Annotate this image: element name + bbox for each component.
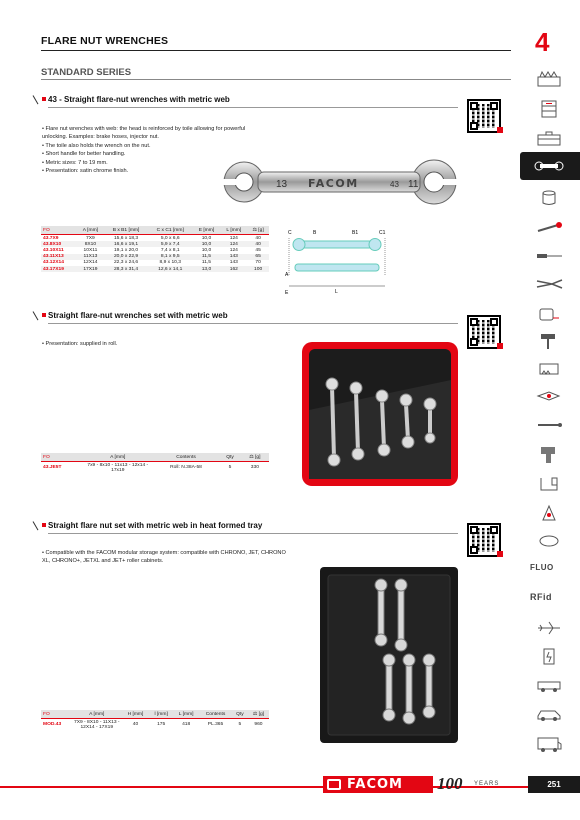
weight-icon: ⚖	[249, 455, 254, 460]
spec-table-2	[41, 453, 269, 473]
table-header: Qty	[219, 453, 241, 462]
wrench-roll-image	[300, 340, 460, 488]
section-1-divider	[48, 107, 458, 108]
clamp-icon[interactable]	[532, 473, 566, 495]
table-cell: 7x9 - 8x10 - 11x13 - 12x14 - 17x19	[87, 462, 149, 473]
punch-icon[interactable]	[532, 414, 566, 436]
table-cell: 960	[254, 722, 263, 728]
page-number: 251	[528, 776, 580, 793]
table-cell: 7X9	[86, 235, 95, 241]
table-cell: 8,9 x 10,3	[159, 260, 181, 266]
saw-icon[interactable]	[532, 358, 566, 380]
dim-label-l: L	[335, 289, 338, 295]
dim-label-b: B	[313, 230, 317, 236]
table-row	[41, 462, 269, 474]
table-header: ⚖ [g]	[247, 226, 269, 235]
table-header: ⚖ [g]	[248, 710, 269, 719]
section-3-title: Straight flare nut set with metric web in heat formed tray	[48, 521, 263, 530]
section-2-divider	[48, 323, 458, 324]
table-cell: 70	[255, 260, 261, 266]
table-header: Contents	[153, 453, 219, 462]
electric-icon[interactable]	[532, 645, 566, 667]
table-header: Qty	[232, 710, 248, 719]
pliers-icon[interactable]	[532, 273, 566, 295]
qr-code-2[interactable]	[467, 315, 501, 349]
qr-arrow-icon	[497, 127, 503, 133]
table-header: H [mm]	[122, 710, 149, 719]
table-header: l [mm]	[149, 710, 173, 719]
toolbox-set-icon[interactable]	[532, 68, 566, 90]
table-cell: 16,6 x 19,1	[104, 241, 148, 247]
table-cell: 11X13	[77, 254, 104, 260]
table-cell: 330	[250, 465, 259, 471]
table-cell: 124	[229, 235, 238, 241]
sparks-icon[interactable]	[532, 502, 566, 524]
qr-arrow-icon	[497, 551, 503, 557]
section-2-bullets	[42, 340, 262, 348]
table-cell: 10,0	[193, 241, 221, 247]
table-cell: 124	[220, 241, 247, 247]
table-header: A [mm]	[77, 226, 104, 235]
bullet: • Flare nut wrenches with web: the head is reinforced by toile allowing for powerful unlocking. Examples: brake hoses, injector nut.	[42, 125, 257, 142]
bullet: • Presentation: supplied in roll.	[42, 340, 262, 348]
table-cell: 124	[229, 247, 238, 253]
table-cell: 5,0 x 6,6	[160, 235, 180, 241]
chapter-number: 4	[535, 27, 550, 57]
brand-logo-icon: FO	[41, 710, 72, 719]
power-drill-icon[interactable]	[532, 443, 566, 465]
bullet: • The toile also holds the wrench on the nut.	[42, 142, 257, 150]
table-cell: 418	[182, 722, 191, 728]
facom-emblem-icon	[327, 779, 341, 790]
dim-label-e: E	[285, 290, 289, 296]
table-cell: 12,6 x 14,1	[148, 266, 193, 272]
socket-icon[interactable]	[532, 187, 566, 209]
qr-code-1[interactable]	[467, 99, 501, 133]
reference-cell: 43.JE5T	[43, 465, 62, 471]
cutter-icon[interactable]	[532, 385, 566, 407]
table-cell: 5	[228, 465, 232, 471]
table-row	[41, 235, 269, 242]
facom-logo	[323, 776, 433, 793]
weight-icon: ⚖	[252, 712, 258, 717]
wrench-icon[interactable]	[532, 155, 566, 177]
flare-nut-wrench-image	[220, 155, 460, 210]
table-cell: 10,0	[201, 235, 212, 241]
rfid-label[interactable]: RFid	[530, 592, 552, 602]
fluo-label[interactable]: FLUO	[530, 563, 554, 572]
table-cell: Roll: N.38A-58	[170, 465, 202, 471]
table-cell: 22,3 x 24,6	[113, 260, 139, 266]
page-title: FLARE NUT WRENCHES	[41, 35, 169, 47]
reference-cell: 43.12X14	[43, 260, 64, 266]
bullet: • Short handle for better handling.	[42, 150, 257, 158]
section-3-divider	[48, 533, 458, 534]
weight-icon: ⚖	[252, 228, 257, 233]
heavy-vehicle-icon[interactable]	[532, 675, 566, 697]
table-header: C x C1 [mm]	[148, 226, 193, 235]
footer-years: YEARS	[474, 781, 500, 787]
section-2-title: Straight flare-nut wrenches set with metric web	[48, 311, 228, 320]
qr-code-3[interactable]	[467, 523, 501, 557]
section-1-title: 43 - Straight flare-nut wrenches with metric web	[48, 95, 230, 104]
table-cell: 100	[247, 266, 269, 272]
table-cell: 175	[157, 722, 166, 728]
brand-logo-icon: FO	[41, 226, 77, 235]
screwdriver-icon[interactable]	[532, 245, 566, 267]
dim-label-b1: B1	[352, 230, 359, 236]
table-cell: 12X14	[83, 260, 98, 266]
table-cell: 10X11	[83, 247, 98, 253]
section-3-bullets	[42, 549, 287, 566]
wire-icon[interactable]	[532, 530, 566, 552]
bullet: • Presentation: satin chrome finish.	[42, 167, 257, 175]
table-cell: 17X19	[77, 266, 104, 272]
footer-brand: FACOM	[347, 777, 403, 792]
table-cell: 5	[238, 722, 242, 728]
table-cell: 8,1 x 9,5	[148, 254, 193, 260]
wrench-model: 43	[390, 180, 399, 189]
dimension-diagram	[283, 226, 393, 296]
wrench-right-mark: 11	[408, 179, 419, 190]
wrench-brand: FACOM	[308, 177, 359, 190]
table-cell: 13,0	[193, 266, 221, 272]
reference-cell: 43.11X13	[41, 254, 77, 260]
dim-label-c1: C1	[379, 230, 386, 236]
table-header: L [mm]	[173, 710, 199, 719]
dim-label-a: A	[285, 272, 289, 278]
table-cell: 11,5	[201, 260, 212, 266]
anniversary-100-icon: 100	[437, 774, 463, 793]
heat-formed-tray-image	[318, 565, 460, 745]
reference-cell: 43.10X11	[43, 247, 64, 253]
aircraft-icon[interactable]	[532, 617, 566, 639]
tool-box-icon[interactable]	[532, 128, 566, 150]
table-cell: 20,0 x 22,9	[104, 254, 148, 260]
series-title: STANDARD SERIES	[41, 67, 132, 78]
bullet: • Metric sizes: 7 to 19 mm.	[42, 159, 257, 167]
qr-arrow-icon	[497, 343, 503, 349]
table-cell: 5,9 x 7,4	[148, 241, 193, 247]
car-icon[interactable]	[532, 703, 566, 725]
table-cell: 40	[132, 722, 139, 728]
table-header: Contents	[199, 710, 232, 719]
wrench-left-mark: 13	[276, 179, 288, 190]
table-cell: 8X10	[77, 241, 104, 247]
brand-logo-icon: FO	[41, 453, 83, 462]
table-header: E [mm]	[193, 226, 221, 235]
table-header: A [mm]	[72, 710, 122, 719]
table-cell: 19,1 x 20,0	[113, 247, 139, 253]
reference-cell: 43.8X10	[41, 241, 77, 247]
table-cell: 162	[220, 266, 247, 272]
ratchet-icon[interactable]	[532, 217, 566, 239]
bullet: • Compatible with the FACOM modular storage system: compatible with CHRONO, JET, CHRONO XL, CHRONO+, JETXL and JET+ roller cabinets.	[42, 549, 287, 566]
table-cell: 11,5	[193, 254, 221, 260]
reference-cell: 43.7X9	[43, 235, 59, 241]
series-divider	[41, 79, 511, 80]
van-icon[interactable]	[532, 733, 566, 755]
table-header: ⚖ [g]	[241, 453, 269, 462]
table-header: L [mm]	[220, 226, 247, 235]
table-cell: 65	[247, 254, 269, 260]
table-cell: 28,3 x 31,4	[104, 266, 148, 272]
hammer-icon[interactable]	[532, 330, 566, 352]
measuring-tape-icon[interactable]	[532, 303, 566, 325]
reference-cell: MOD.43	[43, 722, 62, 728]
table-cell: PL.365	[207, 722, 224, 728]
table-header: B x B1 [mm]	[104, 226, 148, 235]
table-cell: 40	[247, 241, 269, 247]
table-cell: 10,0	[201, 247, 212, 253]
table-cell: 143	[229, 260, 238, 266]
roller-cabinet-icon[interactable]	[532, 98, 566, 120]
spec-table-3	[41, 710, 269, 730]
table-cell: 7,4 x 8,1	[160, 247, 180, 253]
spec-table-1	[41, 226, 269, 272]
table-cell: 45	[255, 247, 261, 253]
reference-cell: 43.17X19	[41, 266, 77, 272]
table-header: A [mm]	[83, 453, 153, 462]
dim-label-c: C	[288, 230, 292, 236]
header-divider	[41, 50, 511, 51]
table-row	[41, 719, 269, 731]
table-cell: 7X9 - 8X10 - 11X13 - 12X14 - 17X19	[73, 719, 120, 730]
table-cell: 40	[255, 235, 261, 241]
table-row	[41, 266, 269, 272]
table-cell: 143	[220, 254, 247, 260]
table-cell: 15,6 x 18,3	[113, 235, 139, 241]
